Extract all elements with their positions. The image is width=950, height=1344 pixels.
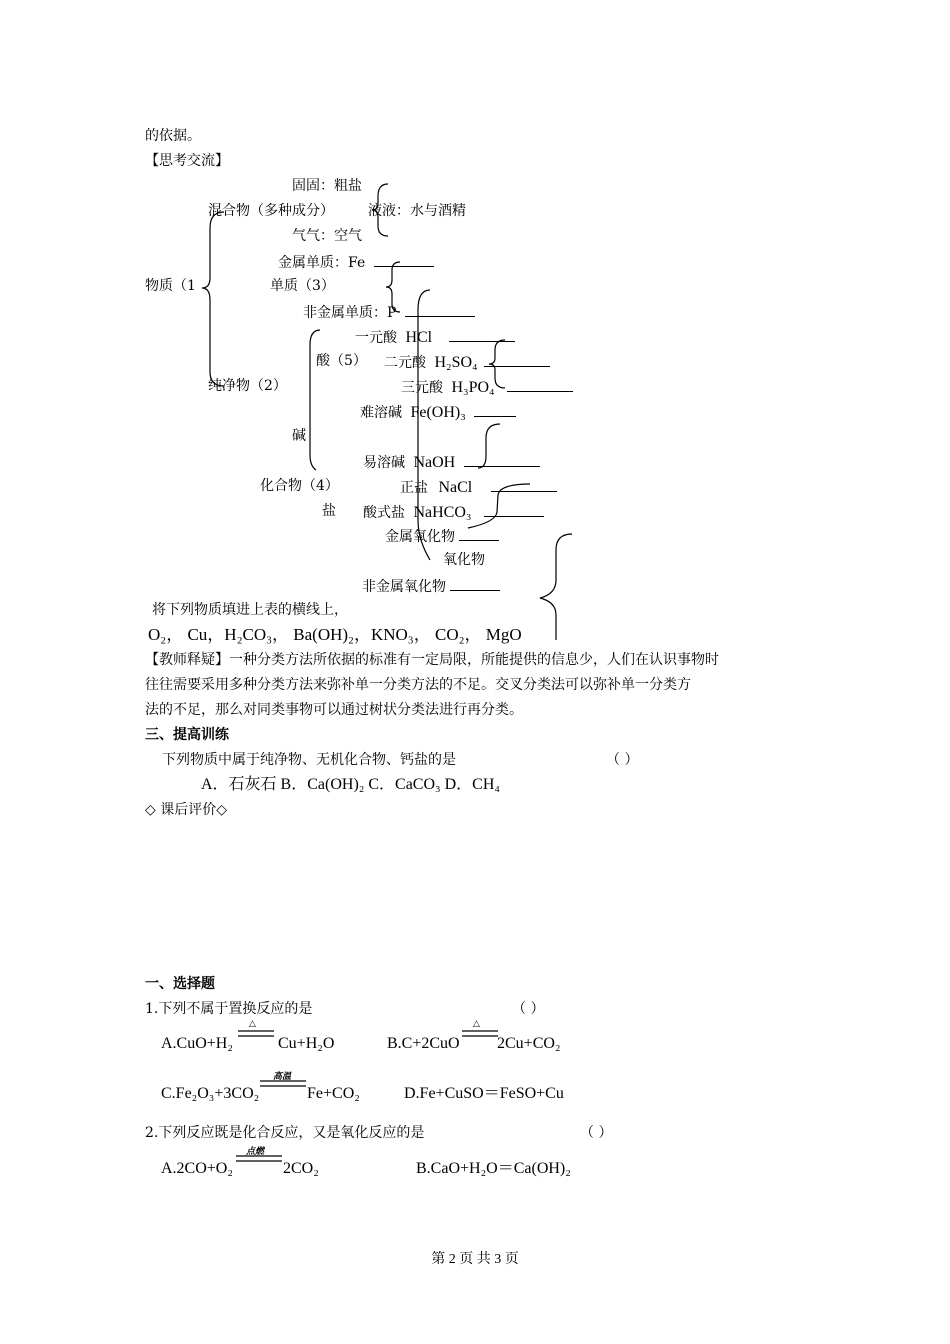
condition-heat: △ bbox=[473, 1019, 480, 1029]
teacher-note-line-2: 往往需要采用多种分类方法来弥补单一分类方法的不足。交叉分类法可以弥补单一分类方 bbox=[145, 677, 691, 693]
node-matter: 物质（1 bbox=[145, 278, 196, 294]
q1-option-a-left: A.CuO+H₂ bbox=[161, 1035, 233, 1052]
node-acid: 酸（5） bbox=[316, 353, 367, 369]
q2-option-b: B.CaO+H₂O＝Ca(OH)₂ bbox=[416, 1160, 571, 1177]
teacher-note-line-1: 【教师释疑】一种分类方法所依据的标准有一定局限，所能提供的信息少，人们在认识事物时 bbox=[145, 652, 719, 668]
page-footer: 第 2 页 共 3 页 bbox=[431, 1252, 519, 1267]
triprotic-acid-formula: H₃PO₄ bbox=[451, 379, 495, 396]
node-mixture: 混合物（多种成分） bbox=[208, 203, 334, 219]
q1-option-a-right: Cu+H₂O bbox=[278, 1035, 335, 1052]
node-liquid-liquid: 液液：水与酒精 bbox=[368, 203, 466, 219]
double-line-sign bbox=[236, 1155, 282, 1163]
acid-salt-label: 酸式盐 bbox=[363, 505, 405, 521]
node-oxide: 氧化物 bbox=[443, 552, 485, 568]
node-base: 碱 bbox=[292, 428, 306, 444]
brace-acid-long bbox=[418, 290, 430, 560]
after-class-heading: ◇ 课后评价◇ bbox=[145, 802, 227, 818]
brace-matter bbox=[202, 212, 224, 386]
section-discuss-heading: 【思考交流】 bbox=[145, 153, 229, 169]
question-2-answer-paren[interactable]: （ ） bbox=[580, 1125, 613, 1141]
brace-compound bbox=[310, 330, 320, 470]
question-2-text: 2.下列反应既是化合反应，又是氧化反应的是 bbox=[145, 1125, 425, 1141]
improve-answer-paren[interactable]: （ ） bbox=[606, 752, 639, 768]
q1-option-b-left: B.C+2CuO bbox=[387, 1035, 460, 1052]
q2-option-a-right: 2CO₂ bbox=[283, 1160, 319, 1177]
brace-mixture bbox=[372, 184, 388, 236]
acid-salt-formula: NaHCO₃ bbox=[413, 504, 472, 521]
substances-list: O₂， Cu，H₂CO₃， Ba(OH)₂，KNO₃， CO₂， MgO bbox=[148, 625, 522, 644]
section-1-heading: 一、选择题 bbox=[145, 976, 215, 992]
brace-oxide bbox=[540, 534, 572, 640]
double-line-sign bbox=[238, 1030, 274, 1038]
node-element: 单质（3） bbox=[270, 278, 335, 294]
insoluble-base-label: 难溶碱 bbox=[360, 405, 402, 421]
fill-instruction: 将下列物质填进上表的横线上， bbox=[152, 602, 348, 618]
nonmetal-oxide-label: 非金属氧化物 bbox=[362, 579, 446, 595]
diprotic-acid-label: 二元酸 bbox=[384, 355, 426, 371]
condition-high-temp: 高温 bbox=[273, 1072, 292, 1082]
metal-element-label: 金属单质：Fe bbox=[278, 255, 366, 271]
insoluble-base-formula: Fe(OH)₃ bbox=[410, 404, 466, 421]
monoprotic-acid-formula: HCl bbox=[405, 329, 433, 346]
node-compound: 化合物（4） bbox=[260, 478, 339, 494]
q1-option-c-left: C.Fe₂O₃+3CO₂ bbox=[161, 1085, 260, 1102]
nonmetal-element-label: 非金属单质：P bbox=[303, 305, 397, 321]
q2-option-a-left: A.2CO+O₂ bbox=[161, 1160, 233, 1177]
q1-option-c-right: Fe+CO₂ bbox=[307, 1085, 360, 1102]
triprotic-acid-label: 三元酸 bbox=[401, 380, 443, 396]
improve-options: A．石灰石 B．Ca(OH)₂ C．CaCO₃ D．CH₄ bbox=[201, 776, 500, 793]
q1-option-d: D.Fe+CuSO＝FeSO+Cu bbox=[404, 1085, 564, 1102]
brace-salt bbox=[468, 484, 530, 528]
monoprotic-acid-label: 一元酸 bbox=[355, 330, 397, 346]
brace-acid bbox=[489, 340, 505, 388]
question-1-text: 1.下列不属于置换反应的是 bbox=[145, 1001, 313, 1017]
q1-option-b-right: 2Cu+CO₂ bbox=[497, 1035, 561, 1052]
improve-question: 下列物质中属于纯净物、无机化合物、钙盐的是 bbox=[162, 752, 456, 768]
normal-salt-label: 正盐 bbox=[400, 480, 428, 496]
condition-ignite: 点燃 bbox=[246, 1147, 265, 1157]
question-1-answer-paren[interactable]: （ ） bbox=[512, 1001, 545, 1017]
double-line-sign bbox=[462, 1030, 498, 1038]
soluble-base-formula: NaOH bbox=[413, 454, 456, 471]
continued-text: 的依据。 bbox=[145, 128, 201, 144]
normal-salt-formula: NaCl bbox=[438, 479, 473, 496]
teacher-note-line-3: 法的不足，那么对同类事物可以通过树状分类法进行再分类。 bbox=[145, 702, 523, 718]
condition-heat: △ bbox=[249, 1019, 256, 1029]
node-solid-solid: 固固：粗盐 bbox=[292, 178, 362, 194]
node-salt: 盐 bbox=[322, 503, 336, 519]
node-pure-substance: 纯净物（2） bbox=[208, 378, 287, 394]
diprotic-acid-formula: H₂SO₄ bbox=[434, 354, 478, 371]
metal-oxide-label: 金属氧化物 bbox=[385, 529, 455, 545]
double-line-sign bbox=[260, 1080, 306, 1088]
node-gas-gas: 气气：空气 bbox=[292, 228, 362, 244]
brace-element bbox=[386, 262, 400, 312]
section-3-heading: 三、提高训练 bbox=[145, 727, 229, 743]
brace-base bbox=[478, 424, 500, 468]
soluble-base-label: 易溶碱 bbox=[363, 455, 405, 471]
